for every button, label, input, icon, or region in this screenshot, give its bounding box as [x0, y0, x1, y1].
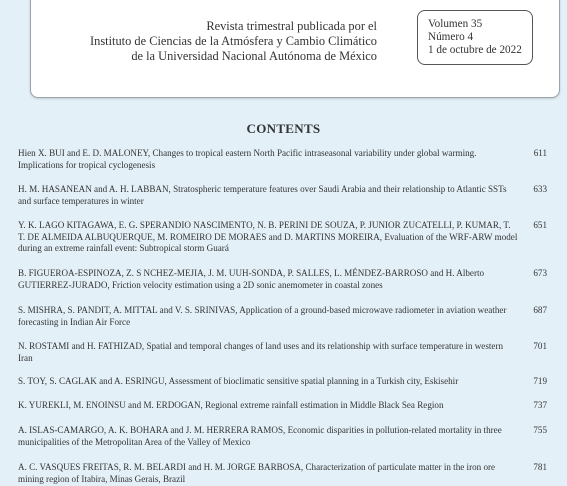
journal-header [30, 0, 560, 98]
entry-authors: K. YUREKLI, M. ENOINSU and M. ERDOGAN, [18, 400, 203, 410]
entry-page: 781 [533, 462, 547, 472]
entry-title: Application of a ground-based microwave radiometer in aviation weather forecasting in Indian Air Force [18, 305, 507, 327]
entry-page: 755 [533, 425, 547, 435]
entry-authors: S. TOY, S. CAGLAK and A. ESRINGU, [18, 376, 167, 386]
entry-page: 651 [533, 220, 547, 230]
entry-page: 611 [533, 148, 547, 158]
entry-authors: A. ISLAS-CAMARGO, A. K. BOHARA and J. M. HERRERA RAMOS, [18, 425, 286, 435]
list-item[interactable] [18, 462, 553, 486]
publisher-line: Instituto de Ciencias de la Atmósfera y Cambio Climático [90, 34, 377, 48]
entry-title: Spatial and temporal changes of land uses and its relationship with surface temperature in western Iran [18, 341, 504, 363]
entry-title: Economic disparities in pollution-related mortality in three municipalities of the Metropolitan Area of the Valley of Mexico [18, 425, 502, 447]
entry-title: Regional extreme rainfall estimation in Middle Black Sea Region [205, 400, 444, 410]
entry-title: Changes to tropical eastern North Pacific intraseasonal variability under global warming. Implications for tropical cyclogenesis [18, 148, 477, 170]
issue-line: Número 4 [428, 31, 474, 43]
list-item[interactable] [18, 148, 553, 184]
list-item[interactable] [18, 341, 553, 376]
entry-authors: H. M. HASANEAN and A. H. LABBAN, [18, 184, 171, 194]
entry-authors: B. FIGUEROA-ESPINOZA, Z. S NCHEZ-MEJIA, J. M. UUH-SONDA, P. SALLES, L. MÉNDEZ-BARROSO and H. Alberto GUTIERREZ-JURADO, [18, 268, 485, 290]
entry-authors: N. ROSTAMI and H. FATHIZAD, [18, 341, 145, 351]
entry-page: 673 [533, 268, 547, 278]
entry-authors: Hien X. BUI and E. D. MALONEY, [18, 148, 151, 158]
entry-title: Friction velocity estimation using a 2D sonic anemometer in coastal zones [111, 279, 383, 290]
publisher-info [90, 19, 377, 64]
volume-line: Volumen 35 [428, 18, 483, 30]
entry-authors: Y. K. LAGO KITAGAWA, E. G. SPERANDIO NASCIMENTO, N. B. PERINI DE SOUZA, P. JUNIOR ZUCATELLI, P. KUMAR, T. T. DE ALMEIDA ALBUQUERQUE, M. ROMEIRO DE MORAES and D. MARTINS MOREIRA, [18, 220, 511, 242]
list-item[interactable] [18, 184, 553, 220]
date-line: 1 de octubre de 2022 [428, 44, 522, 56]
publisher-line: Revista trimestral publicada por el [206, 19, 377, 33]
entry-authors: A. C. VASQUES FREITAS, R. M. BELARDI and H. M. JORGE BARBOSA, [18, 462, 304, 472]
list-item[interactable] [18, 305, 553, 341]
entry-title: Evaluation of the WRF-ARW model during an extreme rainfall event: Subtropical storm Guará [18, 231, 518, 254]
list-item[interactable] [18, 400, 553, 425]
entry-authors: S. MISHRA, S. PANDIT, A. MITTAL and V. S. SRINIVAS, [18, 305, 238, 315]
entry-page: 737 [533, 400, 547, 410]
entry-title: Stratospheric temperature features over Saudi Arabia and their relationship to Atlantic SSTs and surface temperatures in winter [18, 184, 507, 206]
entry-page: 633 [533, 184, 547, 194]
contents-list [18, 148, 553, 486]
list-item[interactable] [18, 376, 553, 400]
volume-info [417, 10, 533, 65]
list-item[interactable] [18, 220, 553, 268]
entry-page: 719 [533, 376, 547, 386]
list-item[interactable] [18, 268, 553, 305]
entry-title: Characterization of particulate matter in the iron ore mining region of Itabira, Minas Gerais, Brazil [18, 462, 496, 484]
contents-heading: CONTENTS [246, 121, 321, 136]
publisher-line: de la Universidad Nacional Autónoma de México [131, 49, 377, 63]
entry-page: 701 [533, 341, 547, 351]
entry-title: Assessment of bioclimatic sensitive spatial planning in a Turkish city, Eskisehir [168, 376, 459, 386]
list-item[interactable] [18, 425, 553, 462]
entry-page: 687 [533, 305, 547, 315]
